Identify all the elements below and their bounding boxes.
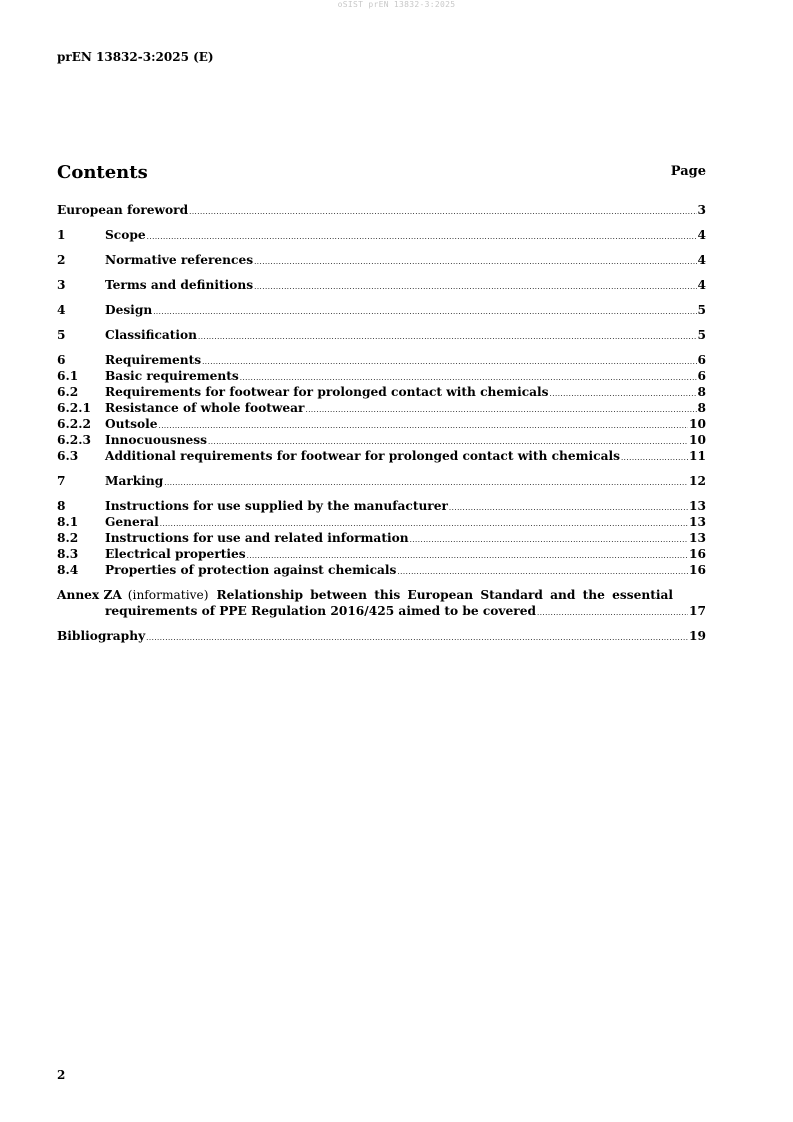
toc-entry[interactable] (57, 400, 706, 416)
toc-entry[interactable] (57, 498, 706, 514)
watermark-text: oSIST prEN 13832-3:2025 (337, 0, 456, 9)
toc-entry-title: Basic requirements (105, 369, 239, 383)
toc-entry[interactable] (57, 202, 706, 218)
toc-entry-number: 6.2.2 (57, 417, 91, 431)
toc-entry[interactable] (57, 384, 706, 400)
toc-entry[interactable] (57, 546, 706, 562)
toc-entry-number: 8.4 (57, 563, 79, 577)
toc-entry-title: Electrical properties (105, 547, 246, 561)
toc-entry-title: Instructions for use supplied by the manufacturer (105, 499, 448, 513)
toc-entry-bibliography[interactable] (57, 628, 706, 644)
toc-entry[interactable] (57, 252, 706, 268)
toc-entry-page: 13 (689, 515, 706, 529)
toc-entry-title: Requirements (105, 353, 202, 367)
toc-entry-title: Normative references (105, 253, 254, 267)
toc-entry[interactable] (57, 352, 706, 368)
toc-entry-page: 10 (689, 433, 706, 447)
toc-entry-number: 1 (57, 228, 66, 242)
dot-leader (158, 418, 688, 434)
toc-entry-page: 6 (697, 369, 706, 383)
toc-entry[interactable] (57, 227, 706, 243)
toc-entry-title: Terms and definitions (105, 278, 254, 292)
toc-entry-page: 5 (697, 328, 706, 342)
toc-entry-title: Properties of protection against chemicals (105, 563, 397, 577)
toc-entry[interactable] (57, 327, 706, 343)
toc-entry-number: 8.1 (57, 515, 79, 529)
toc-entry-annex-za[interactable] (57, 587, 706, 619)
toc-entry-page: 3 (697, 203, 706, 217)
dot-leader (153, 304, 696, 320)
toc-entry[interactable] (57, 473, 706, 489)
dot-leader (146, 630, 688, 646)
toc-entry[interactable] (57, 562, 706, 578)
toc-entry-title: Resistance of whole footwear (105, 401, 305, 415)
contents-title: Contents (57, 162, 148, 183)
annex-note: (informative) (127, 588, 209, 602)
toc-entry-page: 13 (689, 531, 706, 545)
toc-entry-number: 7 (57, 474, 66, 488)
toc-entry-title: Innocuousness (105, 433, 208, 447)
toc-entry-number: 2 (57, 253, 66, 267)
dot-leader (621, 450, 688, 466)
toc-entry-title: Additional requirements for footwear for prolonged contact with chemicals (105, 449, 620, 463)
toc-entry-page: 8 (697, 385, 706, 399)
dot-leader (164, 475, 688, 491)
toc-entry-page: 10 (689, 417, 706, 431)
toc-entry[interactable] (57, 530, 706, 546)
toc-entry-page: 11 (689, 449, 706, 463)
toc-entry[interactable] (57, 514, 706, 530)
toc-entry[interactable] (57, 448, 706, 464)
toc-entry-page: 5 (697, 303, 706, 317)
document-id-header: prEN 13832-3:2025 (E) (57, 50, 214, 64)
toc-entry-title: Marking (105, 474, 164, 488)
toc-entry-page: 13 (689, 499, 706, 513)
toc-entry-title: General (105, 515, 159, 529)
toc-entry-title: Outsole (105, 417, 158, 431)
toc-entry-page: 16 (689, 563, 706, 577)
toc-entry-title: European foreword (57, 203, 189, 217)
toc-entry[interactable] (57, 416, 706, 432)
toc-entry-page: 12 (689, 474, 706, 488)
toc-entry-page: 6 (697, 353, 706, 367)
dot-leader (198, 329, 697, 345)
toc-entry-number: 3 (57, 278, 66, 292)
toc-entry[interactable] (57, 277, 706, 293)
toc-entry-number: 6.2.3 (57, 433, 91, 447)
toc-entry-title: Instructions for use and related information (105, 531, 409, 545)
toc-entry-page: 4 (697, 278, 706, 292)
toc-entry[interactable] (57, 432, 706, 448)
toc-entry-page: 16 (689, 547, 706, 561)
toc-entry-title: Classification (105, 328, 198, 342)
toc-entry-page: 4 (697, 228, 706, 242)
toc-entry-page: 8 (697, 401, 706, 415)
dot-leader (550, 386, 697, 402)
toc-entry-number: 8.3 (57, 547, 79, 561)
annex-title-line1: Relationship between this European Standard and the essential (216, 588, 673, 602)
toc-entry-number: 6.2.1 (57, 401, 91, 415)
toc-entry-number: 8.2 (57, 531, 79, 545)
dot-leader (537, 605, 688, 621)
dot-leader (147, 229, 697, 245)
toc-entry-number: 6.3 (57, 449, 79, 463)
table-of-contents (57, 202, 706, 644)
toc-entry-title: Requirements for footwear for prolonged contact with chemicals (105, 385, 549, 399)
contents-heading (57, 157, 706, 183)
toc-entry-title: Scope (105, 228, 146, 242)
toc-entry-title: Design (105, 303, 153, 317)
annex-title-line2: requirements of PPE Regulation 2016/425 aimed to be covered (105, 604, 536, 618)
toc-entry-number: 6.2 (57, 385, 79, 399)
dot-leader (202, 354, 696, 370)
dot-leader (189, 204, 696, 220)
toc-entry[interactable] (57, 302, 706, 318)
toc-entry-number: 8 (57, 499, 66, 513)
dot-leader (449, 500, 688, 516)
toc-entry-number: 6.1 (57, 369, 79, 383)
page-column-label: Page (670, 164, 706, 179)
dot-leader (254, 254, 696, 270)
toc-entry-number: 4 (57, 303, 66, 317)
toc-entry-number: 6 (57, 353, 66, 367)
bibliography-title: Bibliography (57, 629, 146, 643)
annex-label: Annex ZA (57, 588, 122, 602)
dot-leader (254, 279, 696, 295)
dot-leader (397, 564, 688, 580)
footer-page-number: 2 (57, 1068, 66, 1082)
toc-entry-page: 4 (697, 253, 706, 267)
dot-leader (305, 402, 696, 418)
bibliography-page: 19 (689, 629, 706, 643)
dot-leader (410, 532, 688, 548)
toc-entry-number: 5 (57, 328, 66, 342)
toc-entry[interactable] (57, 368, 706, 384)
annex-page: 17 (689, 604, 706, 618)
